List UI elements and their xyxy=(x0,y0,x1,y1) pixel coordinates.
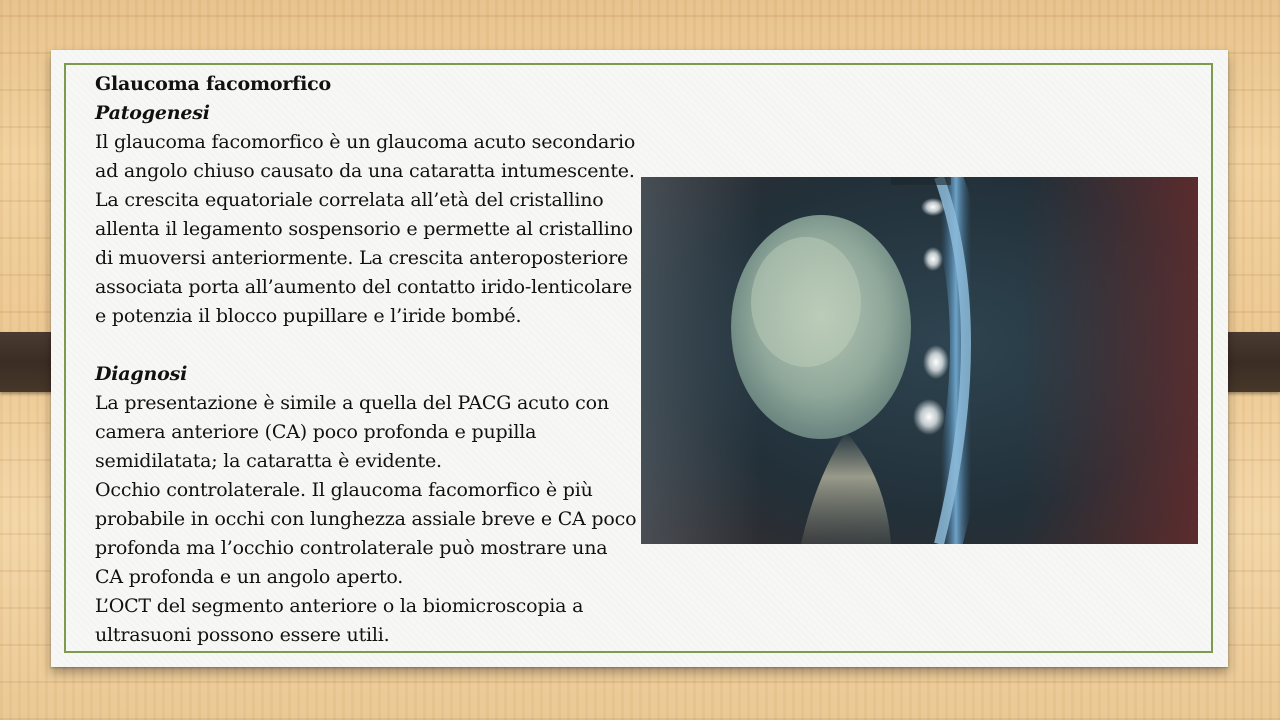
slide-title: Glaucoma facomorfico xyxy=(95,73,331,95)
text-line: allenta il legamento sospensorio e permette al cristallino xyxy=(95,218,633,240)
text-line: La crescita equatoriale correlata all’età del cristallino xyxy=(95,189,604,211)
paragraph-gap xyxy=(95,331,640,360)
text-line: camera anteriore (CA) poco profonda e pupilla xyxy=(95,421,537,443)
text-line: La presentazione è simile a quella del PACG acuto con xyxy=(95,392,609,414)
slide-text xyxy=(95,70,640,650)
heading-patogenesi: Patogenesi xyxy=(95,102,210,124)
text-line: profonda ma l’occhio controlaterale può mostrare una xyxy=(95,537,608,559)
text-line: semidilatata; la cataratta è evidente. xyxy=(95,450,442,472)
eye-photo-illustration xyxy=(641,177,1198,544)
text-line: associata porta all’aumento del contatto irido-lenticolare xyxy=(95,276,632,298)
text-line: Occhio controlaterale. Il glaucoma facomorfico è più xyxy=(95,479,593,501)
text-line: di muoversi anteriormente. La crescita anteroposteriore xyxy=(95,247,629,269)
text-line: probabile in occhi con lunghezza assiale breve e CA poco xyxy=(95,508,637,530)
text-line: CA profonda e un angolo aperto. xyxy=(95,566,404,588)
text-line: e potenzia il blocco pupillare e l’iride bombé. xyxy=(95,305,522,327)
eye-slit-lamp-photo xyxy=(641,177,1198,544)
text-line: ultrasuoni possono essere utili. xyxy=(95,624,390,646)
text-line: ad angolo chiuso causato da una cataratta intumescente. xyxy=(95,160,635,182)
heading-diagnosi: Diagnosi xyxy=(95,363,188,385)
text-line: Il glaucoma facomorfico è un glaucoma acuto secondario xyxy=(95,131,636,153)
text-line: L’OCT del segmento anteriore o la biomicroscopia a xyxy=(95,595,584,617)
